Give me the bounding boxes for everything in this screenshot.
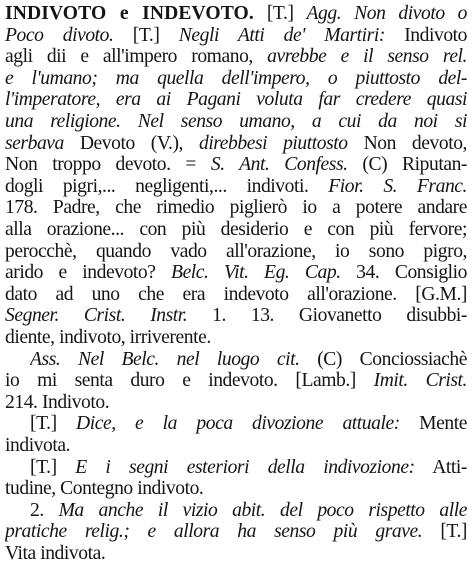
italic-text: avrebbe e il senso rel. [267, 46, 467, 68]
roman-text: Indivoto [384, 24, 467, 46]
roman-text: (C) Riputan- [347, 154, 467, 176]
italic-text: direbbesi piuttosto [198, 132, 348, 154]
roman-text: dato ad uno che era indevoto all'orazione. [G.M.] [5, 283, 467, 305]
roman-text: Non devoto, [347, 132, 467, 154]
italic-text: una religione. Nel senso umano, a cui da noi si [5, 111, 467, 132]
italic-text: Ass. Nel Belc. nel luogo cit. [30, 348, 300, 370]
roman-text: (C) Conciossiachè [299, 348, 467, 370]
roman-text: [T.] [30, 413, 77, 435]
roman-text: 1. 13. Giovanetto disubbi- [187, 305, 467, 327]
italic-text: pratiche relig.; e allora ha senso più grave. [5, 521, 423, 543]
italic-text: Fior. S. Franc. [328, 175, 467, 197]
roman-text: 34. Consiglio [340, 262, 467, 284]
italic-text: S. Ant. Confess. [210, 154, 348, 176]
roman-text: Non troppo devoto. = [5, 154, 211, 176]
roman-text: Mente [399, 413, 467, 435]
roman-text: perocchè, quando vado all'orazione, io sono pigro, [5, 240, 467, 262]
roman-text: [T.] [113, 24, 179, 46]
roman-text: agli dii e all'impero romano, [5, 46, 268, 68]
headword: INDIVOTO e INDEVOTO. [5, 3, 254, 24]
roman-text: diente, indivoto, irriverente. [5, 327, 211, 348]
italic-text: Segner. Crist. Instr. [5, 305, 188, 327]
italic-text: serbava [5, 132, 64, 154]
roman-text: alla orazione... con più desiderio e con più fervore; [5, 219, 467, 240]
roman-text: Atti- [414, 456, 467, 478]
roman-text: 178. Padre, che rimedio piglierò io a potere andare [5, 197, 467, 219]
italic-text: E i segni esteriori della indivozione: [75, 456, 415, 478]
roman-text: Vita indivota. [5, 543, 106, 564]
roman-text: Devoto (V.), [63, 132, 199, 154]
italic-text: Dice, e la poca divozione attuale: [76, 413, 400, 435]
roman-text: indivota. [5, 435, 71, 456]
roman-text: dogli pigri,... negligenti,... indivoti. [5, 175, 329, 197]
italic-text: Belc. Vit. Eg. Cap. [171, 262, 341, 284]
italic-text: Imit. Crist. [373, 370, 467, 392]
roman-text: [T.] [253, 3, 307, 24]
roman-text: [T.] [30, 456, 76, 478]
roman-text: tudine, Contegno indivoto. [5, 478, 204, 500]
roman-text: io mi senta duro e indevoto. [Lamb.] [5, 370, 374, 392]
italic-text: Agg. Non divoto o [306, 3, 467, 24]
italic-text: Ma anche il vizio abit. del poco rispetto alle [58, 499, 467, 521]
roman-text: arido e indevoto? [5, 262, 172, 284]
entry-line [5, 541, 467, 567]
italic-text: l'imperatore, era ai Pagani voluta far credere quasi [5, 89, 467, 111]
roman-text: 214. Indivoto. [5, 391, 110, 413]
roman-text: [T.] [422, 521, 467, 543]
italic-text: Negli Atti de' Martiri: [178, 24, 385, 46]
roman-text: 2. [30, 499, 59, 521]
italic-text: e l'umano; ma quella dell'impero, o piuttosto del- [5, 67, 467, 89]
italic-text: Poco divoto. [5, 24, 114, 46]
